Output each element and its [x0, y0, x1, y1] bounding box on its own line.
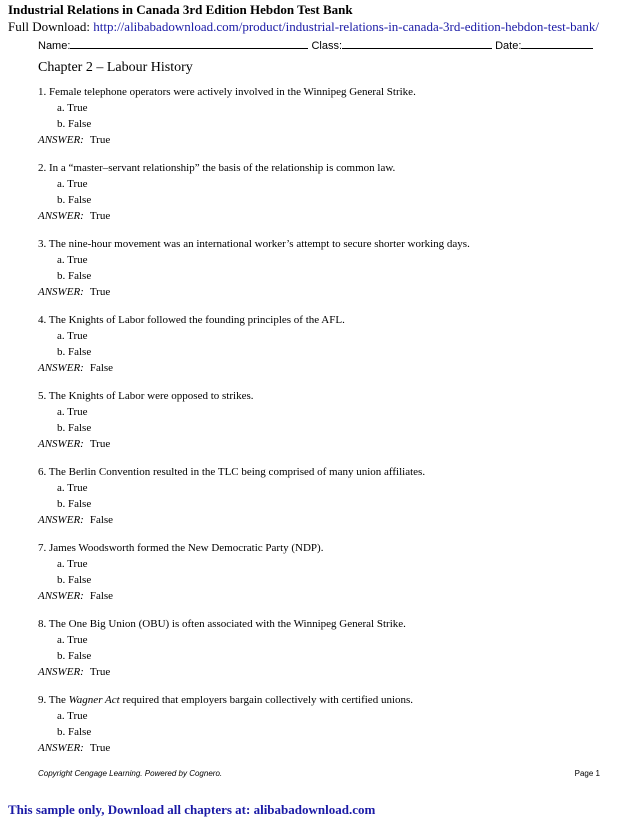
full-download-label: Full Download: — [8, 19, 94, 34]
answer-line — [38, 360, 608, 376]
answer-value: True — [89, 666, 111, 678]
answer-label: ANSWER: — [38, 438, 84, 450]
question-item — [38, 540, 608, 616]
answer-label: ANSWER: — [38, 742, 84, 754]
question-item — [38, 160, 608, 236]
answer-label: ANSWER: — [38, 590, 84, 602]
question-text: 7. James Woodsworth formed the New Democratic Party (NDP). — [38, 542, 324, 554]
option-false: b. False — [57, 574, 92, 586]
question-text: 2. In a “master–servant relationship” the basis of the relationship is common law. — [38, 162, 396, 174]
option-true: a. True — [57, 710, 88, 722]
question-text-prefix: 9. The — [38, 694, 69, 706]
act-name-italic: Wagner Act — [68, 694, 120, 706]
question-item — [38, 692, 608, 768]
student-info-line — [38, 38, 602, 52]
document-title: Industrial Relations in Canada 3rd Edition Hebdon Test Bank — [8, 2, 353, 17]
answer-value: True — [89, 438, 111, 450]
full-download-line — [8, 19, 599, 35]
full-download-link[interactable]: http://alibabadownload.com/product/industrial-relations-in-canada-3rd-edition-hebdon-test-bank/ — [93, 19, 599, 34]
footer-copyright: Copyright Cengage Learning. Powered by Cognero. — [38, 769, 223, 778]
option-true: a. True — [57, 406, 88, 418]
footer-page-number: Page 1 — [574, 769, 600, 778]
answer-label: ANSWER: — [38, 286, 84, 298]
answer-line — [38, 132, 608, 148]
answer-value: True — [89, 742, 111, 754]
name-label: Name: — [38, 40, 71, 52]
answer-line — [38, 436, 608, 452]
option-false: b. False — [57, 270, 92, 282]
question-text-suffix: required that employers bargain collectively with certified unions. — [119, 694, 414, 706]
question-text — [38, 692, 608, 708]
option-false: b. False — [57, 194, 92, 206]
answer-value: False — [89, 514, 114, 526]
question-list — [38, 84, 608, 768]
chapter-title: Chapter 2 – Labour History — [38, 60, 193, 75]
download-banner[interactable]: This sample only, Download all chapters at: alibabadownload.com — [8, 802, 376, 817]
question-text: 1. Female telephone operators were actively involved in the Winnipeg General Strike. — [38, 86, 416, 98]
question-text: 6. The Berlin Convention resulted in the TLC being comprised of many union affiliates. — [38, 466, 426, 478]
answer-line — [38, 588, 608, 604]
question-item — [38, 312, 608, 388]
class-label: Class: — [311, 40, 343, 52]
option-true: a. True — [57, 634, 88, 646]
question-item — [38, 388, 608, 464]
option-true: a. True — [57, 558, 88, 570]
answer-value: True — [89, 134, 111, 146]
question-text: 4. The Knights of Labor followed the founding principles of the AFL. — [38, 314, 345, 326]
answer-value: False — [89, 362, 114, 374]
option-true: a. True — [57, 254, 88, 266]
option-false: b. False — [57, 346, 92, 358]
answer-label: ANSWER: — [38, 210, 84, 222]
option-false: b. False — [57, 498, 92, 510]
class-field[interactable] — [342, 38, 492, 49]
question-item — [38, 236, 608, 312]
answer-label: ANSWER: — [38, 514, 84, 526]
date-field[interactable] — [521, 38, 593, 49]
answer-value: False — [89, 590, 114, 602]
answer-line — [38, 284, 608, 300]
option-true: a. True — [57, 178, 88, 190]
answer-label: ANSWER: — [38, 134, 84, 146]
question-text: 5. The Knights of Labor were opposed to strikes. — [38, 390, 254, 402]
question-item — [38, 464, 608, 540]
answer-value: True — [89, 210, 111, 222]
answer-line — [38, 512, 608, 528]
answer-line — [38, 208, 608, 224]
date-label: Date: — [495, 40, 522, 52]
option-true: a. True — [57, 330, 88, 342]
option-true: a. True — [57, 482, 88, 494]
question-text: 8. The One Big Union (OBU) is often associated with the Winnipeg General Strike. — [38, 618, 406, 630]
answer-label: ANSWER: — [38, 362, 84, 374]
option-true: a. True — [57, 102, 88, 114]
answer-value: True — [89, 286, 111, 298]
question-item — [38, 616, 608, 692]
option-false: b. False — [57, 650, 92, 662]
answer-label: ANSWER: — [38, 666, 84, 678]
option-false: b. False — [57, 118, 92, 130]
option-false: b. False — [57, 726, 92, 738]
question-item — [38, 84, 608, 160]
option-false: b. False — [57, 422, 92, 434]
question-text: 3. The nine-hour movement was an international worker’s attempt to secure shorter working days. — [38, 238, 470, 250]
answer-line — [38, 740, 608, 756]
answer-line — [38, 664, 608, 680]
name-field[interactable] — [70, 38, 308, 49]
